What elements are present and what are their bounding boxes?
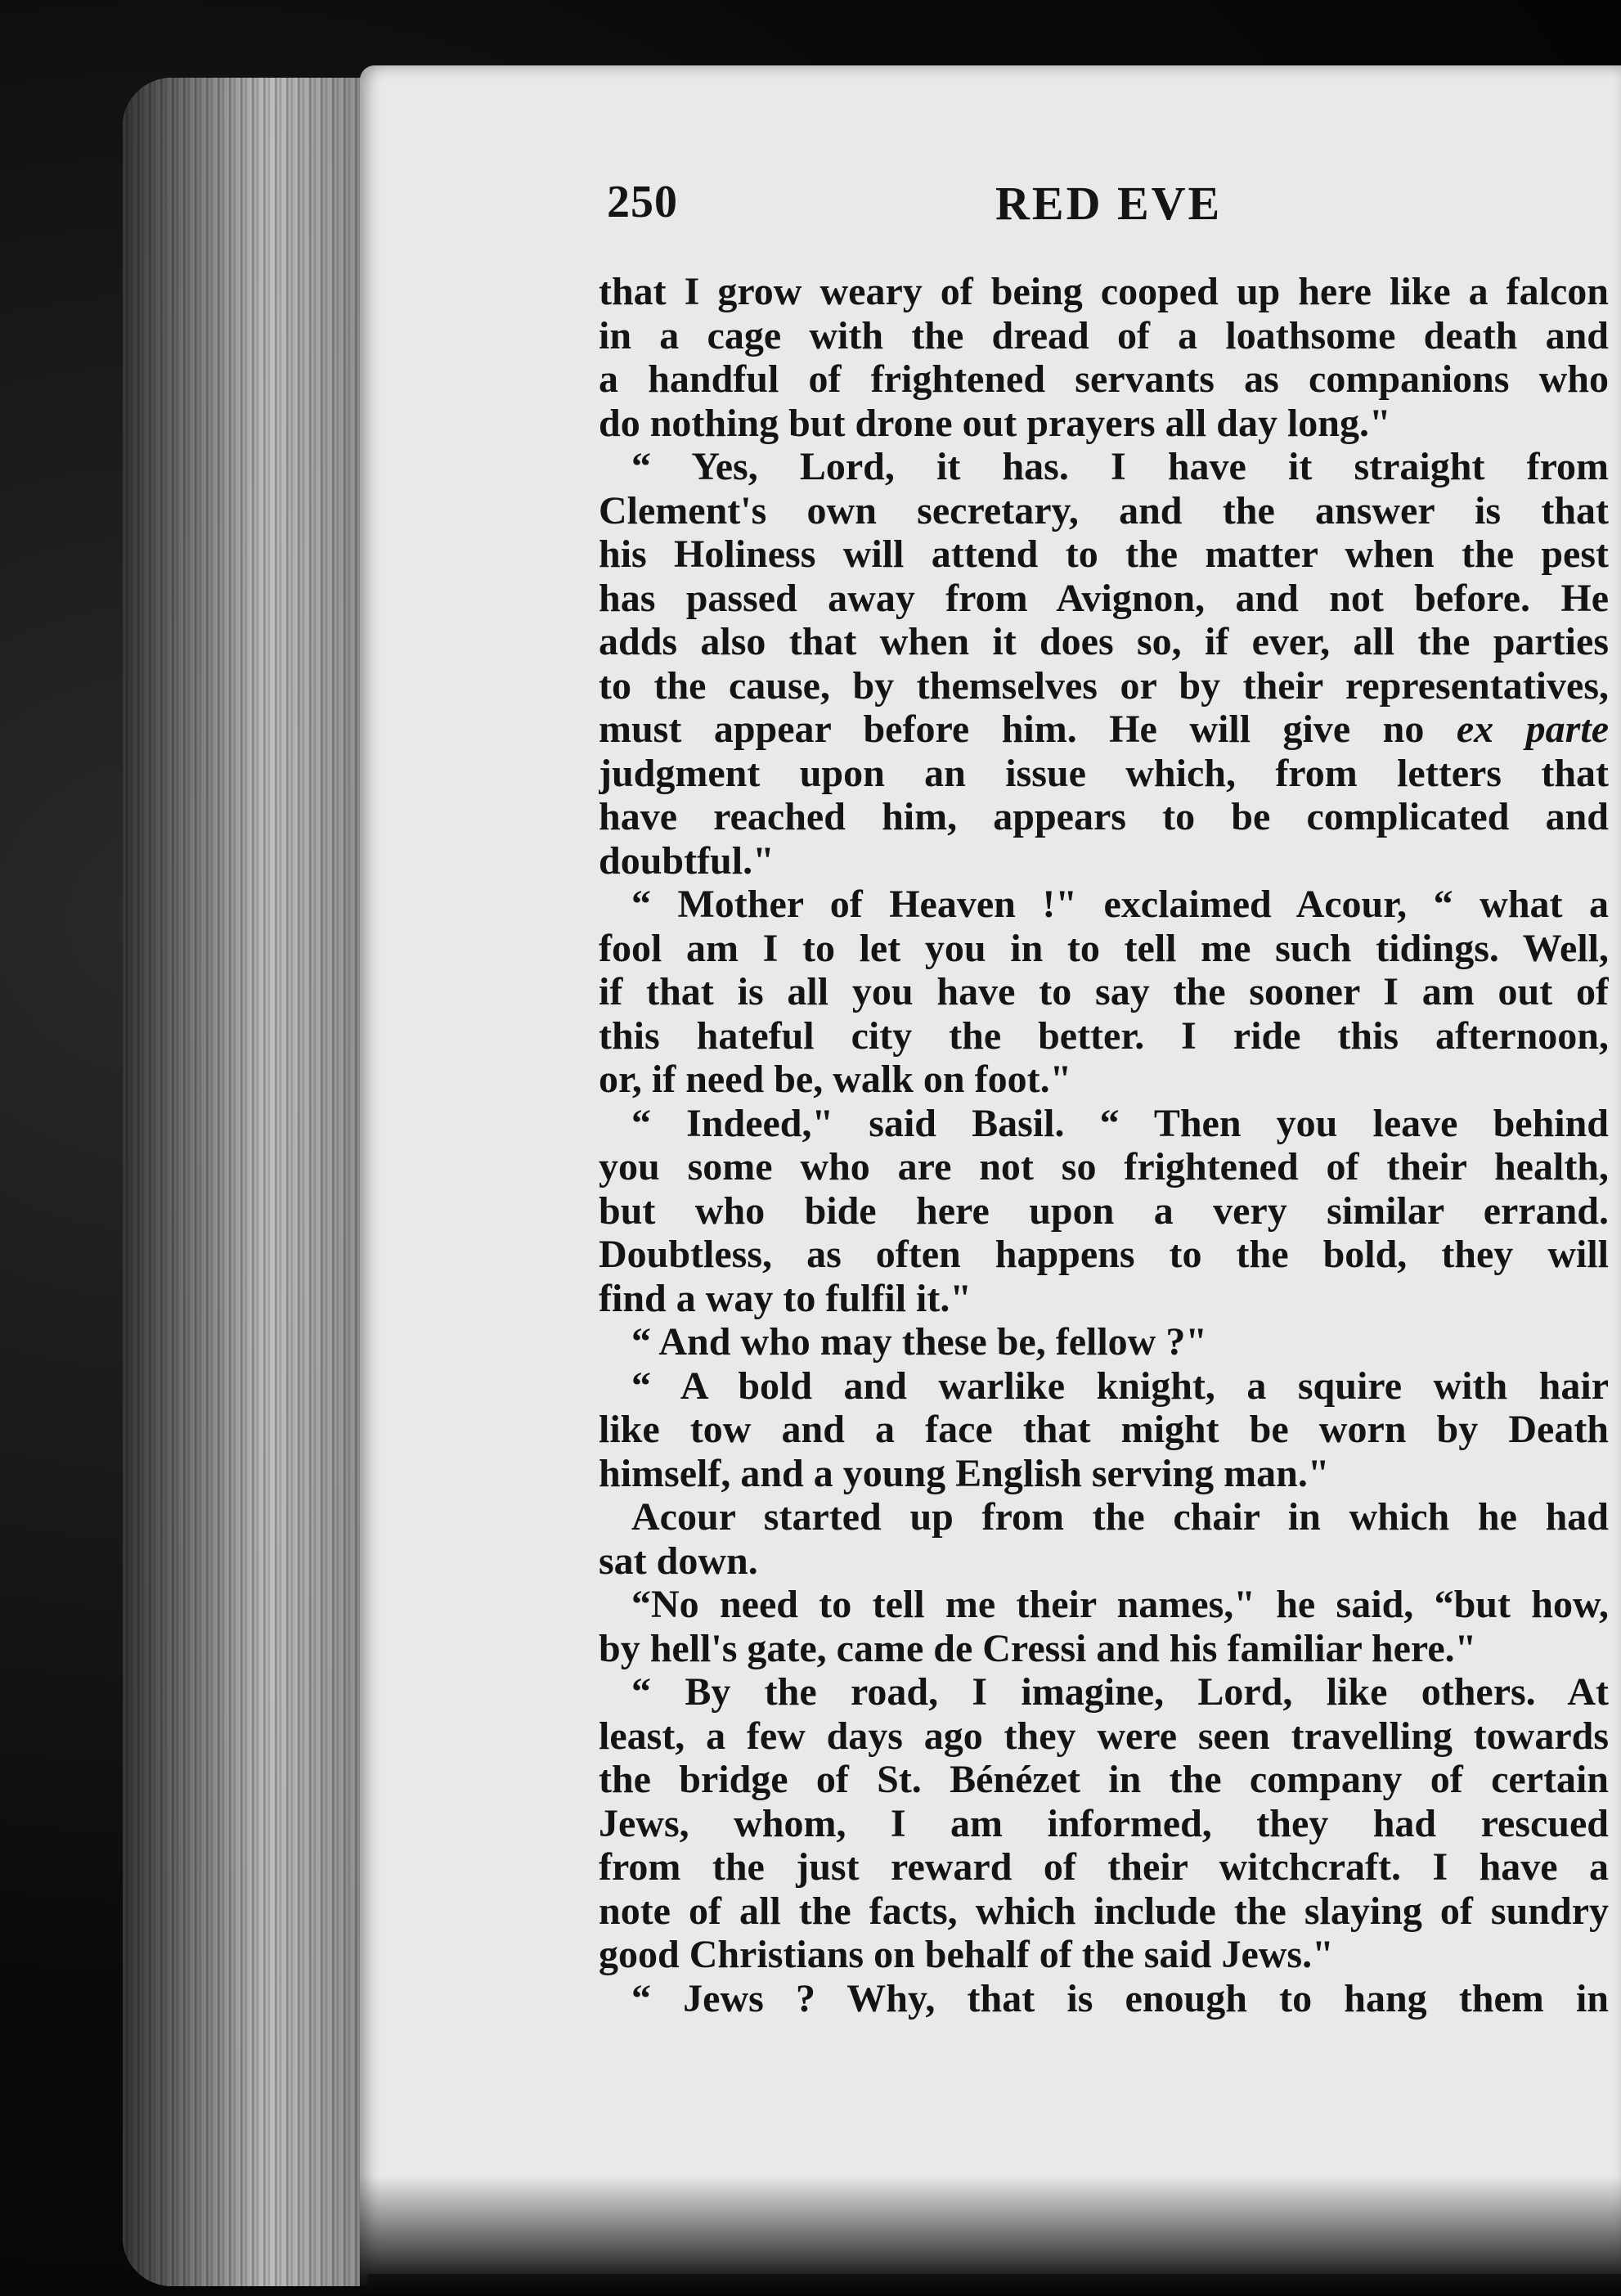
text-line: good Christians on behalf of the said Jews.": [599, 1933, 1334, 1976]
text-line: have reached him, appears to be complicated and: [599, 795, 1609, 838]
text-line: find a way to fulfil it.": [599, 1276, 972, 1320]
text-line: least, a few days ago they were seen travelling towards: [599, 1714, 1609, 1758]
text-line: “ By the road, I imagine, Lord, like others. At: [631, 1670, 1609, 1714]
text-line: a handful of frightened servants as companions who: [599, 357, 1609, 401]
text-line: his Holiness will attend to the matter when the pest: [599, 532, 1609, 576]
text-line: “ Jews ? Why, that is enough to hang them in: [631, 1976, 1609, 2020]
text-line: to the cause, by themselves or by their representatives,: [599, 663, 1609, 708]
text-line: if that is all you have to say the sooner I am out of: [599, 970, 1609, 1013]
page-header: [607, 176, 1588, 241]
running-title: RED EVE: [995, 177, 1223, 230]
text-line: must appear before him. He will give no ex parte: [599, 708, 1609, 751]
text-line: Clement's own secretary, and the answer is that: [599, 488, 1609, 532]
text-line: you some who are not so frightened of their health,: [599, 1145, 1609, 1188]
text-line: like tow and a face that might be worn by Death: [599, 1408, 1609, 1451]
text-line: doubtful.": [599, 838, 775, 883]
body-text: [599, 270, 1609, 2020]
text-line: by hell's gate, came de Cressi and his familiar here.": [599, 1626, 1477, 1670]
text-line: the bridge of St. Bénézet in the company of certain: [599, 1758, 1609, 1801]
text-line: that I grow weary of being cooped up here like a falcon: [599, 270, 1609, 313]
text-line: in a cage with the dread of a loathsome death and: [599, 313, 1609, 357]
text-line: note of all the facts, which include the slaying of sundry: [599, 1889, 1609, 1933]
page-number: 250: [607, 177, 678, 227]
book-edge-shadow: [123, 78, 368, 2286]
text-line: “ Indeed," said Basil. “ Then you leave behind: [631, 1101, 1609, 1145]
text-line: from the just reward of their witchcraft. I have a: [599, 1845, 1609, 1889]
text-line: fool am I to let you in to tell me such tidings. Well,: [599, 926, 1609, 970]
text-line: “ A bold and warlike knight, a squire with hair: [631, 1364, 1609, 1408]
text-line: sat down.: [599, 1539, 758, 1583]
text-line: “ And who may these be, fellow ?": [631, 1320, 1207, 1364]
text-line: judgment upon an issue which, from letters that: [599, 751, 1609, 795]
text-line: has passed away from Avignon, and not before. He: [599, 576, 1609, 620]
text-line: Acour started up from the chair in which he had: [631, 1495, 1609, 1539]
text-line: this hateful city the better. I ride this afternoon,: [599, 1013, 1609, 1058]
text-line: Jews, whom, I am informed, they had rescued: [599, 1801, 1609, 1845]
text-line: “ Yes, Lord, it has. I have it straight from: [631, 445, 1609, 488]
page-bottom-shadow: [360, 2176, 1621, 2296]
text-line: “No need to tell me their names," he said, “but how,: [631, 1583, 1609, 1626]
text-line: but who bide here upon a very similar errand.: [599, 1188, 1609, 1233]
text-line: or, if need be, walk on foot.": [599, 1058, 1072, 1101]
text-line: adds also that when it does so, if ever, all the parties: [599, 620, 1609, 663]
text-line: himself, and a young English serving man.": [599, 1451, 1330, 1495]
text-line: do nothing but drone out prayers all day long.": [599, 401, 1391, 445]
text-line: “ Mother of Heaven !" exclaimed Acour, “ what a: [631, 883, 1609, 926]
text-line: Doubtless, as often happens to the bold, they will: [599, 1233, 1609, 1276]
